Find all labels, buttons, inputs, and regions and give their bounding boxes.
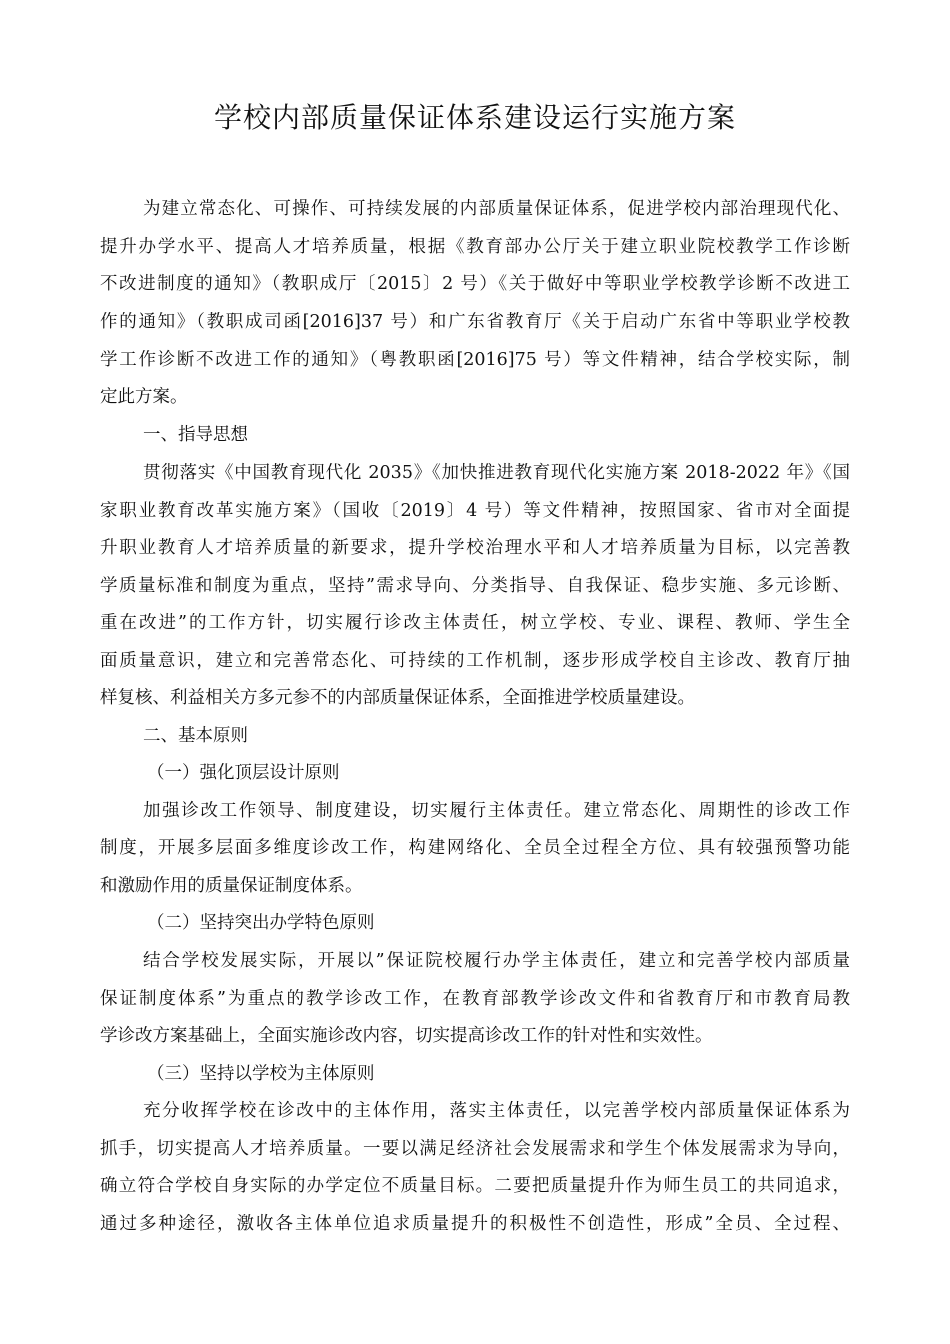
- section1-line: 贯彻落实《中国教育现代化 2035》《加快推进教育现代化实施方案 2018-2022 年》《国: [143, 463, 850, 483]
- intro-line: 学工作诊断不改进工作的通知》（粤教职函[2016]75 号）等文件精神，结合学校实际，制: [100, 350, 850, 370]
- document-title: 学校内部质量保证体系建设运行实施方案: [213, 101, 736, 134]
- section-heading: 一、指导思想: [143, 425, 248, 445]
- intro-line: 提升办学水平、提高人才培养质量，根据《教育部办公厅关于建立职业院校教学工作诊断: [100, 237, 850, 257]
- section1-line: 面质量意识，建立和完善常态化、可持续的工作机制，逐步形成学校自主诊改、教育厅抽: [100, 651, 850, 671]
- section1-line: 学质量标准和制度为重点，坚持”需求导向、分类指导、自我保证、稳步实施、多元诊断、: [100, 576, 850, 596]
- intro-line: 为建立常态化、可操作、可持续发展的内部质量保证体系，促进学校内部治理现代化、: [143, 199, 850, 219]
- subsection1-line: 制度，开展多层面多维度诊改工作，构建网络化、全员全过程全方位、具有较强预警功能: [100, 838, 850, 858]
- subsection1-line: 加强诊改工作领导、制度建设，切实履行主体责任。建立常态化、周期性的诊改工作: [143, 801, 850, 821]
- subsection2-line: 保证制度体系”为重点的教学诊改工作，在教育部教学诊改文件和省教育厅和市教育局教: [100, 989, 850, 1009]
- section-heading: 二、基本原则: [143, 726, 248, 746]
- subsection-heading: （二）坚持突出办学特色原则: [147, 913, 375, 933]
- subsection-heading: （一）强化顶层设计原则: [147, 763, 340, 783]
- intro-line: 不改进制度的通知》（教职成厅〔2015〕2 号）《关于做好中等职业学校教学诊断不改进工: [100, 274, 850, 294]
- section1-line: 家职业教育改革实施方案》（国收〔2019〕4 号）等文件精神，按照国家、省市对全面提: [100, 501, 850, 521]
- intro-line: 定此方案。: [100, 387, 188, 407]
- subsection-heading: （三）坚持以学校为主体原则: [147, 1064, 375, 1084]
- subsection3-line: 抓手，切实提高人才培养质量。一要以满足经济社会发展需求和学生个体发展需求为导向，: [100, 1139, 850, 1159]
- section1-line: 升职业教育人才培养质量的新要求，提升学校治理水平和人才培养质量为目标，以完善教: [100, 538, 850, 558]
- subsection3-line: 确立符合学校自身实际的办学定位不质量目标。二要把质量提升作为师生员工的共同追求，: [100, 1176, 850, 1196]
- section1-line: 样复核、利益相关方多元参不的内部质量保证体系，全面推进学校质量建设。: [100, 688, 695, 708]
- subsection2-line: 结合学校发展实际，开展以”保证院校履行办学主体责任，建立和完善学校内部质量: [143, 951, 850, 971]
- subsection2-line: 学诊改方案基础上，全面实施诊改内容，切实提高诊改工作的针对性和实效性。: [100, 1026, 713, 1046]
- section1-line: 重在改进”的工作方针，切实履行诊改主体责任，树立学校、专业、课程、教师、学生全: [100, 613, 850, 633]
- intro-line: 作的通知》（教职成司函[2016]37 号）和广东省教育厅《关于启动广东省中等职业学校教: [100, 312, 850, 332]
- subsection1-line: 和激励作用的质量保证制度体系。: [100, 876, 363, 896]
- subsection3-line: 通过多种途径，激收各主体单位追求质量提升的积极性不创造性，形成”全员、全过程、: [100, 1214, 850, 1234]
- subsection3-line: 充分收挥学校在诊改中的主体作用，落实主体责任，以完善学校内部质量保证体系为: [143, 1101, 850, 1121]
